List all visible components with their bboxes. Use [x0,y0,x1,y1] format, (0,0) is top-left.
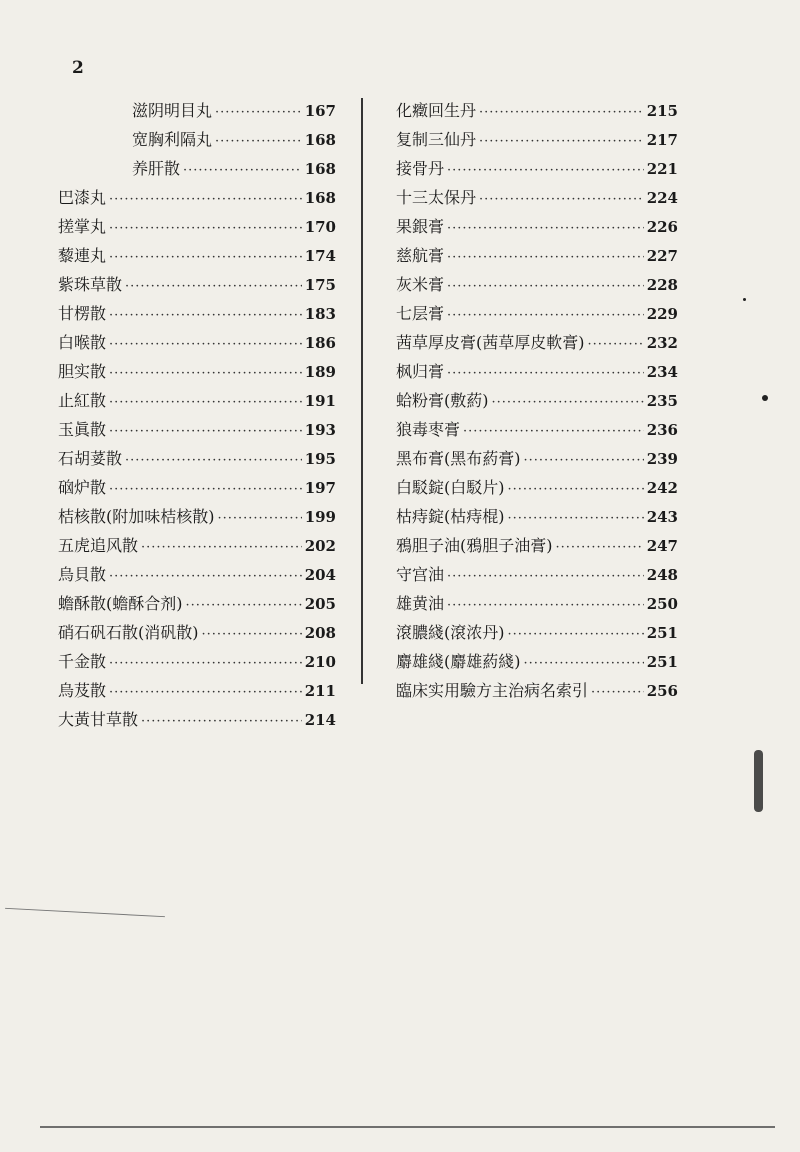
toc-entry [396,649,678,678]
toc-entry-title: 大黃甘草散 [58,710,139,729]
column-divider [361,98,363,684]
dot-leader [447,250,644,265]
toc-entry-title: 十三太保丹 [396,188,477,207]
dot-leader [141,540,302,555]
toc-entry-page: 195 [304,450,336,468]
toc-entry-page: 250 [646,595,678,613]
dot-leader [141,714,302,729]
toc-entry [396,678,678,707]
dot-leader [109,482,302,497]
toc-entry [396,301,678,330]
dot-leader [588,337,644,352]
toc-entry [396,591,678,620]
toc-entry-title: 复制三仙丹 [396,130,477,149]
dot-leader [591,685,644,700]
dot-leader [508,511,644,526]
toc-entry-page: 199 [304,508,336,526]
dot-leader [479,134,644,149]
toc-entry [396,243,678,272]
dot-leader [186,598,302,613]
dot-leader [183,163,302,178]
toc-entry-title: 宽胸利隔丸 [132,130,213,149]
toc-entry-title: 烏貝散 [58,565,107,584]
toc-entry-page: 251 [646,653,678,671]
dot-leader [109,221,302,236]
ink-dot [743,298,746,301]
dot-leader [125,279,302,294]
toc-entry [58,127,336,156]
toc-entry [58,301,336,330]
dot-leader [109,685,302,700]
toc-entry-title: 石胡荽散 [58,449,123,468]
toc-entry-page: 168 [304,131,336,149]
toc-entry [58,446,336,475]
toc-entry-title: 五虎追风散 [58,536,139,555]
toc-entry [58,388,336,417]
toc-entry-title: 接骨丹 [396,159,445,178]
toc-entry-title: 养肝散 [132,159,181,178]
toc-entry-page: 234 [646,363,678,381]
dot-leader [109,366,302,381]
dot-leader [447,279,644,294]
dot-leader [447,366,644,381]
toc-entry-title: 玉眞散 [58,420,107,439]
toc-entry-page: 189 [304,363,336,381]
toc-entry-title: 灰米膏 [396,275,445,294]
toc-entry-page: 168 [304,160,336,178]
toc-entry-page: 236 [646,421,678,439]
page-number: 2 [72,58,84,78]
toc-entry-title: 桔核散(附加味桔核散) [58,507,215,526]
toc-entry-page: 175 [304,276,336,294]
toc-entry [58,649,336,678]
toc-entry [396,388,678,417]
toc-entry-title: 七层膏 [396,304,445,323]
toc-entry-page: 191 [304,392,336,410]
toc-entry-page: 224 [646,189,678,207]
toc-entry-page: 215 [646,102,678,120]
toc-entry-page: 248 [646,566,678,584]
dot-leader [447,598,644,613]
dot-leader [109,569,302,584]
toc-entry-title: 滋阴明目丸 [132,101,213,120]
toc-entry-page: 235 [646,392,678,410]
toc-entry [58,678,336,707]
toc-entry-page: 256 [646,682,678,700]
toc-entry-page: 186 [304,334,336,352]
toc-entry-title: 茜草厚皮膏(茜草厚皮軟膏) [396,333,585,352]
toc-entry-title: 守宫油 [396,565,445,584]
toc-entry-page: 210 [304,653,336,671]
dot-leader [479,105,644,120]
toc-entry-title: 化癥回生丹 [396,101,477,120]
toc-entry [58,591,336,620]
toc-entry [58,562,336,591]
ink-dot [762,395,768,401]
toc-entry-page: 211 [304,682,336,700]
toc-entry-title: 枯痔錠(枯痔棍) [396,507,505,526]
dot-leader [479,192,644,207]
toc-entry [58,620,336,649]
dot-leader [109,192,302,207]
toc-entry-title: 臨床实用驗方主治病名索引 [396,681,589,700]
toc-entry [396,417,678,446]
dot-leader [556,540,644,555]
paper-crease [5,908,165,917]
toc-entry [396,533,678,562]
dot-leader [218,511,302,526]
toc-entry-title: 白喉散 [58,333,107,352]
dot-leader [109,337,302,352]
toc-entry-title: 止紅散 [58,391,107,410]
ink-smudge [754,750,763,812]
toc-entry-page: 239 [646,450,678,468]
toc-entry [396,185,678,214]
toc-entry-page: 226 [646,218,678,236]
dot-leader [215,105,302,120]
toc-entry-page: 247 [646,537,678,555]
toc-entry-page: 183 [304,305,336,323]
toc-entry [396,620,678,649]
toc-entry-page: 197 [304,479,336,497]
toc-entry-title: 慈航膏 [396,246,445,265]
toc-entry-title: 蛤粉膏(敷葯) [396,391,489,410]
toc-entry-title: 黑布膏(黑布葯膏) [396,449,521,468]
toc-entry-page: 208 [304,624,336,642]
dot-leader [447,221,644,236]
dot-leader [524,453,644,468]
dot-leader [109,395,302,410]
dot-leader [447,308,644,323]
toc-right-column [396,98,678,707]
toc-entry [58,417,336,446]
toc-entry [396,156,678,185]
toc-entry-page: 227 [646,247,678,265]
toc-entry-page: 202 [304,537,336,555]
toc-entry-title: 白駁錠(白駁片) [396,478,505,497]
toc-entry [58,533,336,562]
toc-entry-title: 雄黄油 [396,594,445,613]
toc-entry-page: 168 [304,189,336,207]
toc-entry-page: 243 [646,508,678,526]
toc-entry-title: 搓掌丸 [58,217,107,236]
toc-entry-title: 蟾酥散(蟾酥合剂) [58,594,183,613]
dot-leader [492,395,644,410]
toc-entry-title: 滾膿綫(滾浓丹) [396,623,505,642]
toc-entry [58,98,336,127]
toc-entry-page: 251 [646,624,678,642]
toc-entry-title: 烏芨散 [58,681,107,700]
toc-entry [396,446,678,475]
toc-entry [58,475,336,504]
toc-entry-title: 狼毒枣膏 [396,420,461,439]
toc-entry-page: 221 [646,160,678,178]
toc-entry-page: 167 [304,102,336,120]
toc-entry [58,243,336,272]
dot-leader [447,163,644,178]
toc-entry-title: 鴉胆子油(鴉胆子油膏) [396,536,553,555]
toc-entry-page: 193 [304,421,336,439]
toc-entry-title: 紫珠草散 [58,275,123,294]
toc-entry [58,359,336,388]
toc-entry-page: 232 [646,334,678,352]
toc-entry [58,272,336,301]
toc-entry-page: 214 [304,711,336,729]
toc-entry [396,272,678,301]
dot-leader [524,656,644,671]
toc-entry-title: 麝雄綫(麝雄葯綫) [396,652,521,671]
dot-leader [109,250,302,265]
toc-entry [396,330,678,359]
toc-entry-title: 千金散 [58,652,107,671]
toc-entry [58,214,336,243]
toc-entry [396,359,678,388]
dot-leader [215,134,302,149]
toc-entry [58,156,336,185]
toc-left-column [58,98,336,736]
toc-entry [396,214,678,243]
toc-entry-title: 枫归膏 [396,362,445,381]
toc-entry-title: 硝石矾石散(消矾散) [58,623,199,642]
dot-leader [125,453,302,468]
toc-entry-page: 205 [304,595,336,613]
toc-entry-title: 藜連丸 [58,246,107,265]
toc-entry [396,562,678,591]
dot-leader [508,627,644,642]
dot-leader [109,656,302,671]
toc-entry-title: 巴漆丸 [58,188,107,207]
toc-entry [58,504,336,533]
toc-entry-title: 硇炉散 [58,478,107,497]
dot-leader [463,424,644,439]
dot-leader [508,482,644,497]
dot-leader [202,627,302,642]
toc-entry-page: 204 [304,566,336,584]
dot-leader [109,308,302,323]
toc-entry [396,98,678,127]
toc-entry-title: 甘楞散 [58,304,107,323]
toc-entry [396,504,678,533]
toc-entry-page: 174 [304,247,336,265]
toc-entry [58,185,336,214]
dot-leader [447,569,644,584]
toc-entry [58,330,336,359]
toc-entry [58,707,336,736]
toc-entry-page: 242 [646,479,678,497]
dot-leader [109,424,302,439]
toc-entry-page: 229 [646,305,678,323]
toc-entry-title: 果銀膏 [396,217,445,236]
toc-entry-title: 胆实散 [58,362,107,381]
toc-entry-page: 217 [646,131,678,149]
toc-entry-page: 228 [646,276,678,294]
toc-entry-page: 170 [304,218,336,236]
toc-entry [396,475,678,504]
page-edge-line [40,1126,775,1128]
toc-entry [396,127,678,156]
